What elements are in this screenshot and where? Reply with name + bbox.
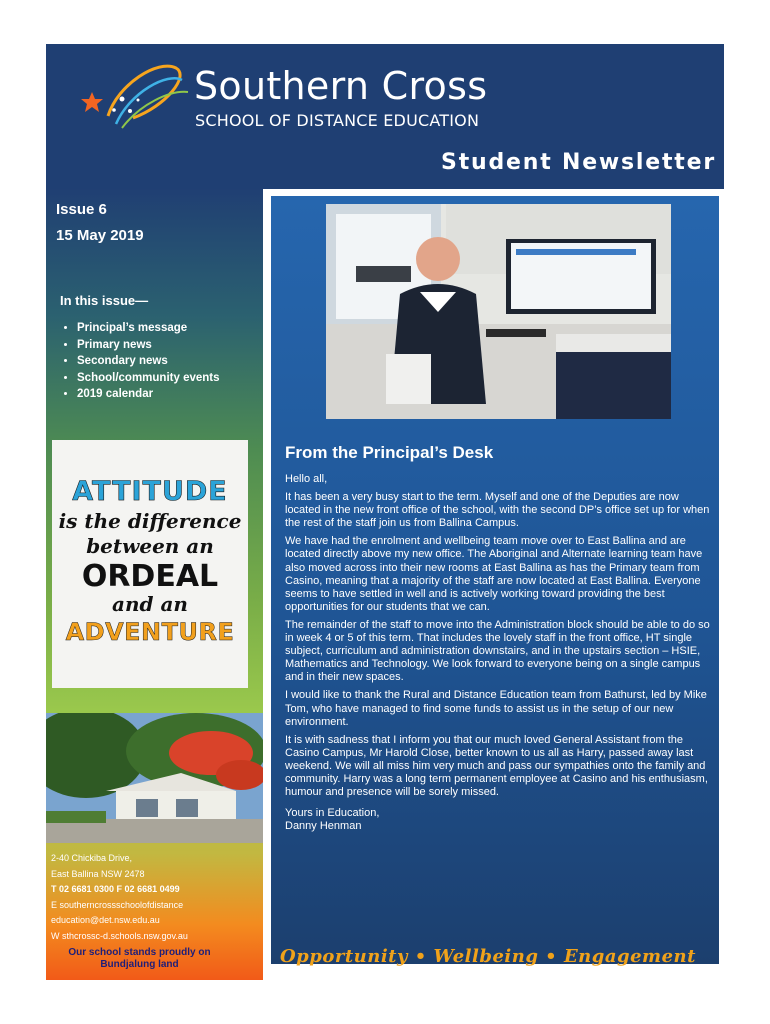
article-title: From the Principal’s Desk bbox=[285, 443, 494, 462]
principal-letter bbox=[285, 473, 710, 833]
principal-article-panel bbox=[271, 196, 719, 964]
letter-closing: Yours in Education, bbox=[285, 807, 380, 820]
website[interactable]: W sthcrossc-d.schools.nsw.gov.au bbox=[51, 930, 188, 941]
issue-number: Issue 6 bbox=[56, 201, 107, 218]
left-sidebar bbox=[46, 189, 263, 980]
email-line-2[interactable]: education@det.nsw.edu.au bbox=[51, 915, 160, 926]
address-line-2: East Ballina NSW 2478 bbox=[51, 868, 145, 879]
letter-paragraph: The remainder of the staff to move into the Administration block should be able to do so in week 4 or 5 of this term. That includes the lovely staff in the front office, HT single subject, curriculum and administration downstairs, and in the upstairs section – HSIE, Mathematics and Technology. We look forward to everyone being on a single campus and in their new spaces. bbox=[285, 618, 710, 684]
school-name: Southern Cross bbox=[194, 64, 488, 108]
letter-paragraph: I would like to thank the Rural and Distance Education team from Bathurst, led by Mike Tom, who have managed to find some funds to assist us in the setup of our new environment. bbox=[285, 689, 707, 728]
newsletter-header bbox=[46, 44, 724, 189]
principal-photo bbox=[326, 204, 671, 419]
list-item: • Secondary news bbox=[77, 353, 220, 370]
attitude-quote-poster bbox=[52, 440, 248, 688]
country-acknowledgement: Our school stands proudly on Bundjalung land bbox=[68, 947, 211, 970]
letter-paragraph: We have had the enrolment and wellbeing team move over to East Ballina and are located directly above my new office. The Aboriginal and Alternate learning team have also moved across into their new rooms at East Ballina as has the Primary team from Casino, meaning that a majority of the staff are now located at East Ballina. Everyone seems to have settled in well and is actively working toward providing the best opportunities for our students that we can. bbox=[285, 535, 703, 613]
in-this-issue-heading: In this issue— bbox=[60, 293, 149, 308]
newsletter-page bbox=[46, 44, 724, 980]
contact-details bbox=[51, 851, 188, 945]
quote-line-attitude: ATTITUDE bbox=[72, 476, 228, 507]
letter-signoff bbox=[285, 807, 710, 833]
email-line-1[interactable]: E southerncrossschoolofdistance bbox=[51, 899, 184, 910]
in-this-issue bbox=[60, 293, 220, 403]
school-subtitle: SCHOOL OF DISTANCE EDUCATION bbox=[195, 111, 480, 130]
list-item: • School/community events bbox=[77, 370, 220, 387]
phone-fax: T 02 6681 0300 F 02 6681 0499 bbox=[51, 884, 180, 895]
school-building-photo bbox=[46, 713, 263, 843]
letter-paragraph: It has been a very busy start to the term. Myself and one of the Deputies are now located in the new front office of the school, with the second DP’s office set up for when the rest of the staff join us from Ballina Campus. bbox=[285, 491, 710, 530]
school-motto: Opportunity • Wellbeing • Engagement bbox=[280, 946, 696, 967]
letter-signature: Danny Henman bbox=[285, 820, 362, 833]
issue-date: 15 May 2019 bbox=[56, 227, 144, 244]
quote-line-between: between an bbox=[86, 534, 214, 558]
issue-contents-list bbox=[60, 320, 220, 403]
list-item: • 2019 calendar bbox=[77, 386, 220, 403]
quote-line-adventure: ADVENTURE bbox=[65, 618, 235, 646]
letter-paragraph: It is with sadness that I inform you that our much loved General Assistant from the Casino Campus, Mr Harold Close, better known to us all as Harry, passed away last weekend. We will all miss him very much and pass our sympathies onto the family and community. Harry was a long term permanent employee at Casino and his enthusiasm, humour and presence will be sorely missed. bbox=[285, 733, 708, 799]
southern-cross-logo bbox=[78, 54, 198, 144]
address-line-1: 2-40 Chickiba Drive, bbox=[51, 853, 133, 863]
quote-line-ordeal: ORDEAL bbox=[81, 559, 219, 594]
list-item: • Primary news bbox=[77, 337, 220, 354]
quote-line-and: and an bbox=[112, 592, 188, 616]
issue-info bbox=[56, 197, 144, 249]
newsletter-title: Student Newsletter bbox=[441, 150, 716, 175]
letter-greeting: Hello all, bbox=[285, 473, 328, 485]
list-item: • Principal’s message bbox=[77, 320, 220, 337]
quote-line-difference: is the difference bbox=[58, 509, 242, 533]
